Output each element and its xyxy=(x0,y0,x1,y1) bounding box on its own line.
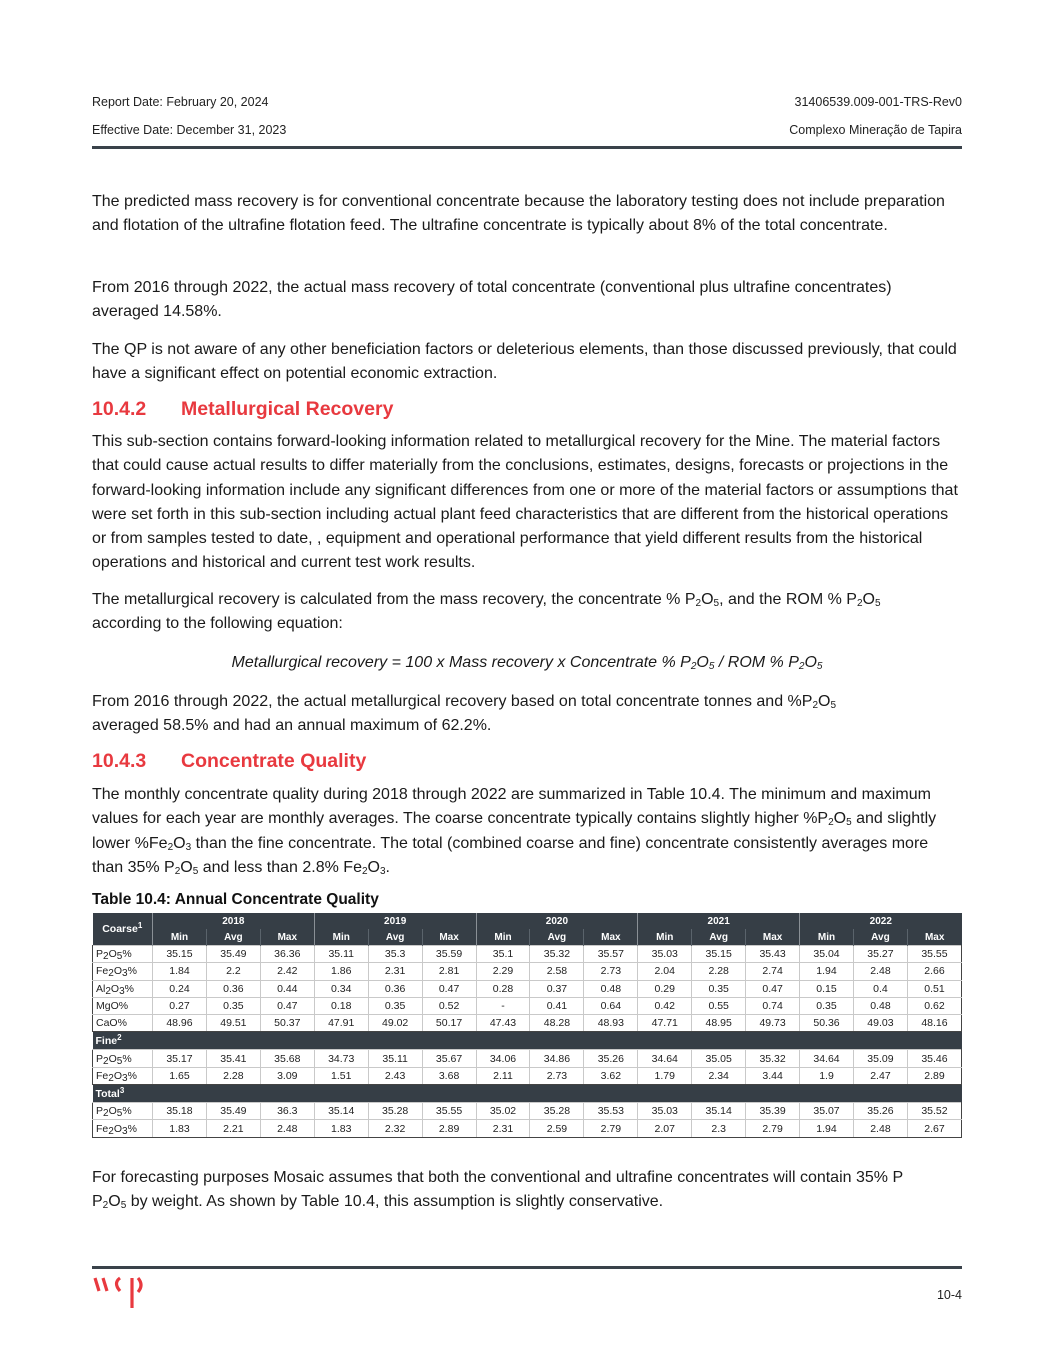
table-cell: 1.83 xyxy=(314,1120,368,1137)
stat-header-min: Min xyxy=(314,929,368,946)
table-cell: 35.14 xyxy=(692,1103,746,1120)
table-cell: 0.51 xyxy=(907,980,961,997)
table-cell: 2.07 xyxy=(638,1120,692,1137)
table-cell: 1.94 xyxy=(800,963,854,980)
table-cell: 50.37 xyxy=(260,1015,314,1032)
table-cell: 0.35 xyxy=(206,997,260,1014)
group-label: Fine$^2$ xyxy=(93,1032,962,1050)
year-header: 2021 xyxy=(638,913,800,929)
stat-header-min: Min xyxy=(800,929,854,946)
table-cell: 0.47 xyxy=(260,997,314,1014)
table-cell: 2.81 xyxy=(422,963,476,980)
row-label: CaO% xyxy=(93,1015,153,1032)
table-cell: 2.47 xyxy=(853,1067,907,1084)
table-cell: 34.64 xyxy=(800,1050,854,1067)
table-cell: 50.17 xyxy=(422,1015,476,1032)
stat-header-min: Min xyxy=(638,929,692,946)
table-cell: 35.3 xyxy=(368,946,422,963)
table-cell: 35.05 xyxy=(692,1050,746,1067)
table-cell: 0.35 xyxy=(692,980,746,997)
stat-header-max: Max xyxy=(584,929,638,946)
table-cell: 34.73 xyxy=(314,1050,368,1067)
table-cell: 2.74 xyxy=(746,963,800,980)
recovery-equation: Metallurgical recovery = 100 x Mass recovery x Concentrate % $P_2O_5$ / ROM % $P_2O_5$ xyxy=(231,654,823,672)
table-cell: 35.14 xyxy=(314,1103,368,1120)
table-cell: 50.36 xyxy=(800,1015,854,1032)
table-cell: 2.29 xyxy=(476,963,530,980)
table-row xyxy=(93,980,962,997)
table-row xyxy=(93,1067,962,1084)
table-cell: 35.28 xyxy=(530,1103,584,1120)
effective-date: Effective Date: December 31, 2023 xyxy=(92,123,287,137)
table-row xyxy=(93,1015,962,1032)
table-cell: 47.91 xyxy=(314,1015,368,1032)
table-cell: 2.28 xyxy=(692,963,746,980)
table-cell: 1.9 xyxy=(800,1067,854,1084)
table-cell: 0.64 xyxy=(584,997,638,1014)
year-header: 2018 xyxy=(153,913,315,929)
year-header: 2019 xyxy=(314,913,476,929)
table-cell: 35.28 xyxy=(368,1103,422,1120)
table-cell: 35.57 xyxy=(584,946,638,963)
stat-header-max: Max xyxy=(422,929,476,946)
row-label: $Al_2O_3\%$ xyxy=(93,980,153,997)
table-cell: 35.03 xyxy=(638,1103,692,1120)
section-heading-metallurgical-recovery xyxy=(92,398,393,421)
table-row xyxy=(93,963,962,980)
stat-header-max: Max xyxy=(260,929,314,946)
table-cell: 49.02 xyxy=(368,1015,422,1032)
table-row xyxy=(93,1103,962,1120)
table-cell: 34.64 xyxy=(638,1050,692,1067)
table-cell: 35.15 xyxy=(692,946,746,963)
table-cell: 35.32 xyxy=(530,946,584,963)
paragraph-recovery-calculation: The metallurgical recovery is calculated from the mass recovery, the concentrate % $P_2O_5$, and the ROM % $P_2O_5$ according to the following equation: xyxy=(92,591,881,633)
table-cell: 35.55 xyxy=(907,946,961,963)
table-cell: 2.89 xyxy=(907,1067,961,1084)
table-cell: 49.51 xyxy=(206,1015,260,1032)
table-cell: 35.46 xyxy=(907,1050,961,1067)
row-label: $P_2O_5\%$ xyxy=(93,946,153,963)
year-header: 2020 xyxy=(476,913,638,929)
table-cell: 2.73 xyxy=(584,963,638,980)
table-cell: 0.18 xyxy=(314,997,368,1014)
table-row xyxy=(93,946,962,963)
header-divider xyxy=(92,146,962,149)
table-cell: 35.03 xyxy=(638,946,692,963)
table-cell: 0.52 xyxy=(422,997,476,1014)
table-cell: 48.93 xyxy=(584,1015,638,1032)
stat-header-min: Min xyxy=(476,929,530,946)
table-cell: 35.26 xyxy=(584,1050,638,1067)
row-label: $Fe_2O_3\%$ xyxy=(93,963,153,980)
section-title: Metallurgical Recovery xyxy=(181,398,394,420)
table-cell: 35.43 xyxy=(746,946,800,963)
group-header-coarse: Coarse$^1$ xyxy=(93,913,153,946)
stat-header-avg: Avg xyxy=(206,929,260,946)
table-cell: 2.34 xyxy=(692,1067,746,1084)
table-cell: 49.03 xyxy=(853,1015,907,1032)
table-cell: 35.1 xyxy=(476,946,530,963)
stat-header-avg: Avg xyxy=(853,929,907,946)
table-cell: 2.21 xyxy=(206,1120,260,1137)
stat-header-max: Max xyxy=(907,929,961,946)
table-cell: 35.32 xyxy=(746,1050,800,1067)
table-cell: 0.55 xyxy=(692,997,746,1014)
paragraph-concentrate-quality: The monthly concentrate quality during 2018 through 2022 are summarized in Table 10.4. The minimum and maximum values for each year are monthly averages. The coarse concentrate typically contains slightly higher $\%P_2O_5$ and slightly lower $\%Fe_2O_3$ than the fine concentrate. The total (combined coarse and fine) concentrate consistently averages more than 35% $P_2O_5$ and less than 2.8% $Fe_2O_3$. xyxy=(92,786,937,877)
table-cell: 2.43 xyxy=(368,1067,422,1084)
table-cell: 0.15 xyxy=(800,980,854,997)
table-cell: 2.31 xyxy=(476,1120,530,1137)
table-cell: 49.73 xyxy=(746,1015,800,1032)
table-cell: 2.48 xyxy=(853,1120,907,1137)
table-cell: 3.09 xyxy=(260,1067,314,1084)
table-cell: 2.31 xyxy=(368,963,422,980)
paragraph-actual-recovery: From 2016 through 2022, the actual metallurgical recovery based on total concentrate tonnes and $\%P_2O_5$ averaged 58.5% and had an annual maximum of 62.2%. xyxy=(92,693,837,735)
table-cell: 35.39 xyxy=(746,1103,800,1120)
table-row xyxy=(93,1050,962,1067)
table-cell: 2.67 xyxy=(907,1120,961,1137)
table-cell: 0.35 xyxy=(368,997,422,1014)
table-header-years xyxy=(93,913,962,929)
table-cell: 1.84 xyxy=(153,963,207,980)
table-cell: 0.44 xyxy=(260,980,314,997)
table-row xyxy=(93,1120,962,1137)
table-cell: 35.11 xyxy=(314,946,368,963)
section-title: Concentrate Quality xyxy=(181,750,367,772)
row-label: $Fe_2O_3\%$ xyxy=(93,1067,153,1084)
table-cell: 0.24 xyxy=(153,980,207,997)
table-cell: 2.04 xyxy=(638,963,692,980)
table-cell: 35.53 xyxy=(584,1103,638,1120)
row-label: $P_2O_5\%$ xyxy=(93,1050,153,1067)
table-cell: 2.66 xyxy=(907,963,961,980)
table-cell: - xyxy=(476,997,530,1014)
table-cell: 35.49 xyxy=(206,1103,260,1120)
table-cell: 2.11 xyxy=(476,1067,530,1084)
table-cell: 35.67 xyxy=(422,1050,476,1067)
page-number: 10-4 xyxy=(936,1288,962,1302)
table-cell: 0.48 xyxy=(853,997,907,1014)
table-cell: 2.89 xyxy=(422,1120,476,1137)
stat-header-max: Max xyxy=(746,929,800,946)
table-cell: 3.62 xyxy=(584,1067,638,1084)
row-label: $P_2O_5\%$ xyxy=(93,1103,153,1120)
table-cell: 1.86 xyxy=(314,963,368,980)
table-cell: 2.3 xyxy=(692,1120,746,1137)
table-cell: 2.42 xyxy=(260,963,314,980)
stat-header-avg: Avg xyxy=(692,929,746,946)
stat-header-avg: Avg xyxy=(530,929,584,946)
table-cell: 36.3 xyxy=(260,1103,314,1120)
table-cell: 34.86 xyxy=(530,1050,584,1067)
table-cell: 35.09 xyxy=(853,1050,907,1067)
table-cell: 35.18 xyxy=(153,1103,207,1120)
table-cell: 35.49 xyxy=(206,946,260,963)
table-cell: 35.68 xyxy=(260,1050,314,1067)
table-cell: 1.65 xyxy=(153,1067,207,1084)
footer-divider xyxy=(92,1266,962,1269)
table-cell: 0.35 xyxy=(800,997,854,1014)
table-cell: 35.55 xyxy=(422,1103,476,1120)
table-cell: 0.36 xyxy=(368,980,422,997)
year-header: 2022 xyxy=(800,913,962,929)
group-row-total xyxy=(93,1085,962,1103)
table-cell: 35.04 xyxy=(800,946,854,963)
table-cell: 35.17 xyxy=(153,1050,207,1067)
wsp-logo-icon xyxy=(92,1275,162,1315)
table-cell: 0.4 xyxy=(853,980,907,997)
table-cell: 35.27 xyxy=(853,946,907,963)
table-cell: 35.26 xyxy=(853,1103,907,1120)
table-cell: 0.36 xyxy=(206,980,260,997)
paragraph-forecasting-assumption: For forecasting purposes Mosaic assumes that both the conventional and ultrafine concentrates will contain 35% P $P_2O_5$ by weight. As shown by Table 10.4, this assumption is slightly conservative. xyxy=(92,1169,904,1212)
table-cell: 0.62 xyxy=(907,997,961,1014)
project-name: Complexo Mineração de Tapira xyxy=(789,123,962,137)
table-cell: 48.28 xyxy=(530,1015,584,1032)
table-cell: 34.06 xyxy=(476,1050,530,1067)
table-cell: 2.32 xyxy=(368,1120,422,1137)
table-cell: 0.41 xyxy=(530,997,584,1014)
table-cell: 35.11 xyxy=(368,1050,422,1067)
table-cell: 47.71 xyxy=(638,1015,692,1032)
doc-number: 31406539.009-001-TRS-Rev0 xyxy=(794,95,962,109)
table-cell: 1.51 xyxy=(314,1067,368,1084)
table-cell: 48.16 xyxy=(907,1015,961,1032)
paragraph-mass-recovery-conventional: The predicted mass recovery is for conventional concentrate because the laboratory testing does not include preparation and flotation of the ultrafine flotation feed. The ultrafine concentrate is typically about 8% of the total concentrate. xyxy=(92,193,945,235)
table-cell: 2.59 xyxy=(530,1120,584,1137)
table-cell: 48.95 xyxy=(692,1015,746,1032)
table-cell: 36.36 xyxy=(260,946,314,963)
table-cell: 0.47 xyxy=(422,980,476,997)
table-cell: 35.52 xyxy=(907,1103,961,1120)
row-label: MgO% xyxy=(93,997,153,1014)
table-cell: 3.44 xyxy=(746,1067,800,1084)
table-cell: 48.96 xyxy=(153,1015,207,1032)
table-cell: 0.27 xyxy=(153,997,207,1014)
table-cell: 35.02 xyxy=(476,1103,530,1120)
table-cell: 0.42 xyxy=(638,997,692,1014)
table-caption: Table 10.4: Annual Concentrate Quality xyxy=(92,891,379,908)
table-cell: 3.68 xyxy=(422,1067,476,1084)
table-cell: 0.37 xyxy=(530,980,584,997)
table-cell: 0.29 xyxy=(638,980,692,997)
table-cell: 2.28 xyxy=(206,1067,260,1084)
table-cell: 2.79 xyxy=(746,1120,800,1137)
section-number: 10.4.2 xyxy=(92,398,147,420)
stat-header-avg: Avg xyxy=(368,929,422,946)
group-row-fine xyxy=(93,1032,962,1050)
paragraph-forward-looking: This sub-section contains forward-looking information related to metallurgical recovery for the Mine. The material factors that could cause actual results to differ materially from the conclusions, estimates, designs, forecasts or projections in the forward-looking information include any significant differences from one or more of the material factors or assumptions that were set forth in this sub-section including actual plant feed characteristics that are different from the historical operations or from samples tested to date, , equipment and operational performance that yield different results from the historical operations and historical and current test work results. xyxy=(92,433,958,572)
table-cell: 2.48 xyxy=(853,963,907,980)
table-cell: 0.48 xyxy=(584,980,638,997)
table-cell: 35.59 xyxy=(422,946,476,963)
paragraph-qp-statement: The QP is not aware of any other beneficiation factors or deleterious elements, than those discussed previously, that could have a significant effect on potential economic extraction. xyxy=(92,341,957,383)
section-heading-concentrate-quality xyxy=(92,750,366,773)
table-cell: 2.79 xyxy=(584,1120,638,1137)
group-label: Total$^3$ xyxy=(93,1085,962,1103)
table-cell: 2.2 xyxy=(206,963,260,980)
table-cell: 1.83 xyxy=(153,1120,207,1137)
stat-header-min: Min xyxy=(153,929,207,946)
concentrate-quality-table xyxy=(92,913,962,1138)
section-number: 10.4.3 xyxy=(92,750,147,772)
report-date: Report Date: February 20, 2024 xyxy=(92,95,269,109)
table-cell: 35.41 xyxy=(206,1050,260,1067)
table-cell: 2.48 xyxy=(260,1120,314,1137)
table-cell: 0.74 xyxy=(746,997,800,1014)
row-label: $Fe_2O_3\%$ xyxy=(93,1120,153,1137)
table-header-stats xyxy=(93,929,962,946)
table-cell: 1.94 xyxy=(800,1120,854,1137)
table-cell: 35.07 xyxy=(800,1103,854,1120)
table-cell: 0.34 xyxy=(314,980,368,997)
table-cell: 0.47 xyxy=(746,980,800,997)
table-row xyxy=(93,997,962,1014)
table-cell: 0.28 xyxy=(476,980,530,997)
table-cell: 2.73 xyxy=(530,1067,584,1084)
table-cell: 35.15 xyxy=(153,946,207,963)
paragraph-mass-recovery-actual: From 2016 through 2022, the actual mass recovery of total concentrate (conventional plus ultrafine concentrates) averaged 14.58%. xyxy=(92,279,892,321)
table-cell: 2.58 xyxy=(530,963,584,980)
table-cell: 1.79 xyxy=(638,1067,692,1084)
table-cell: 47.43 xyxy=(476,1015,530,1032)
